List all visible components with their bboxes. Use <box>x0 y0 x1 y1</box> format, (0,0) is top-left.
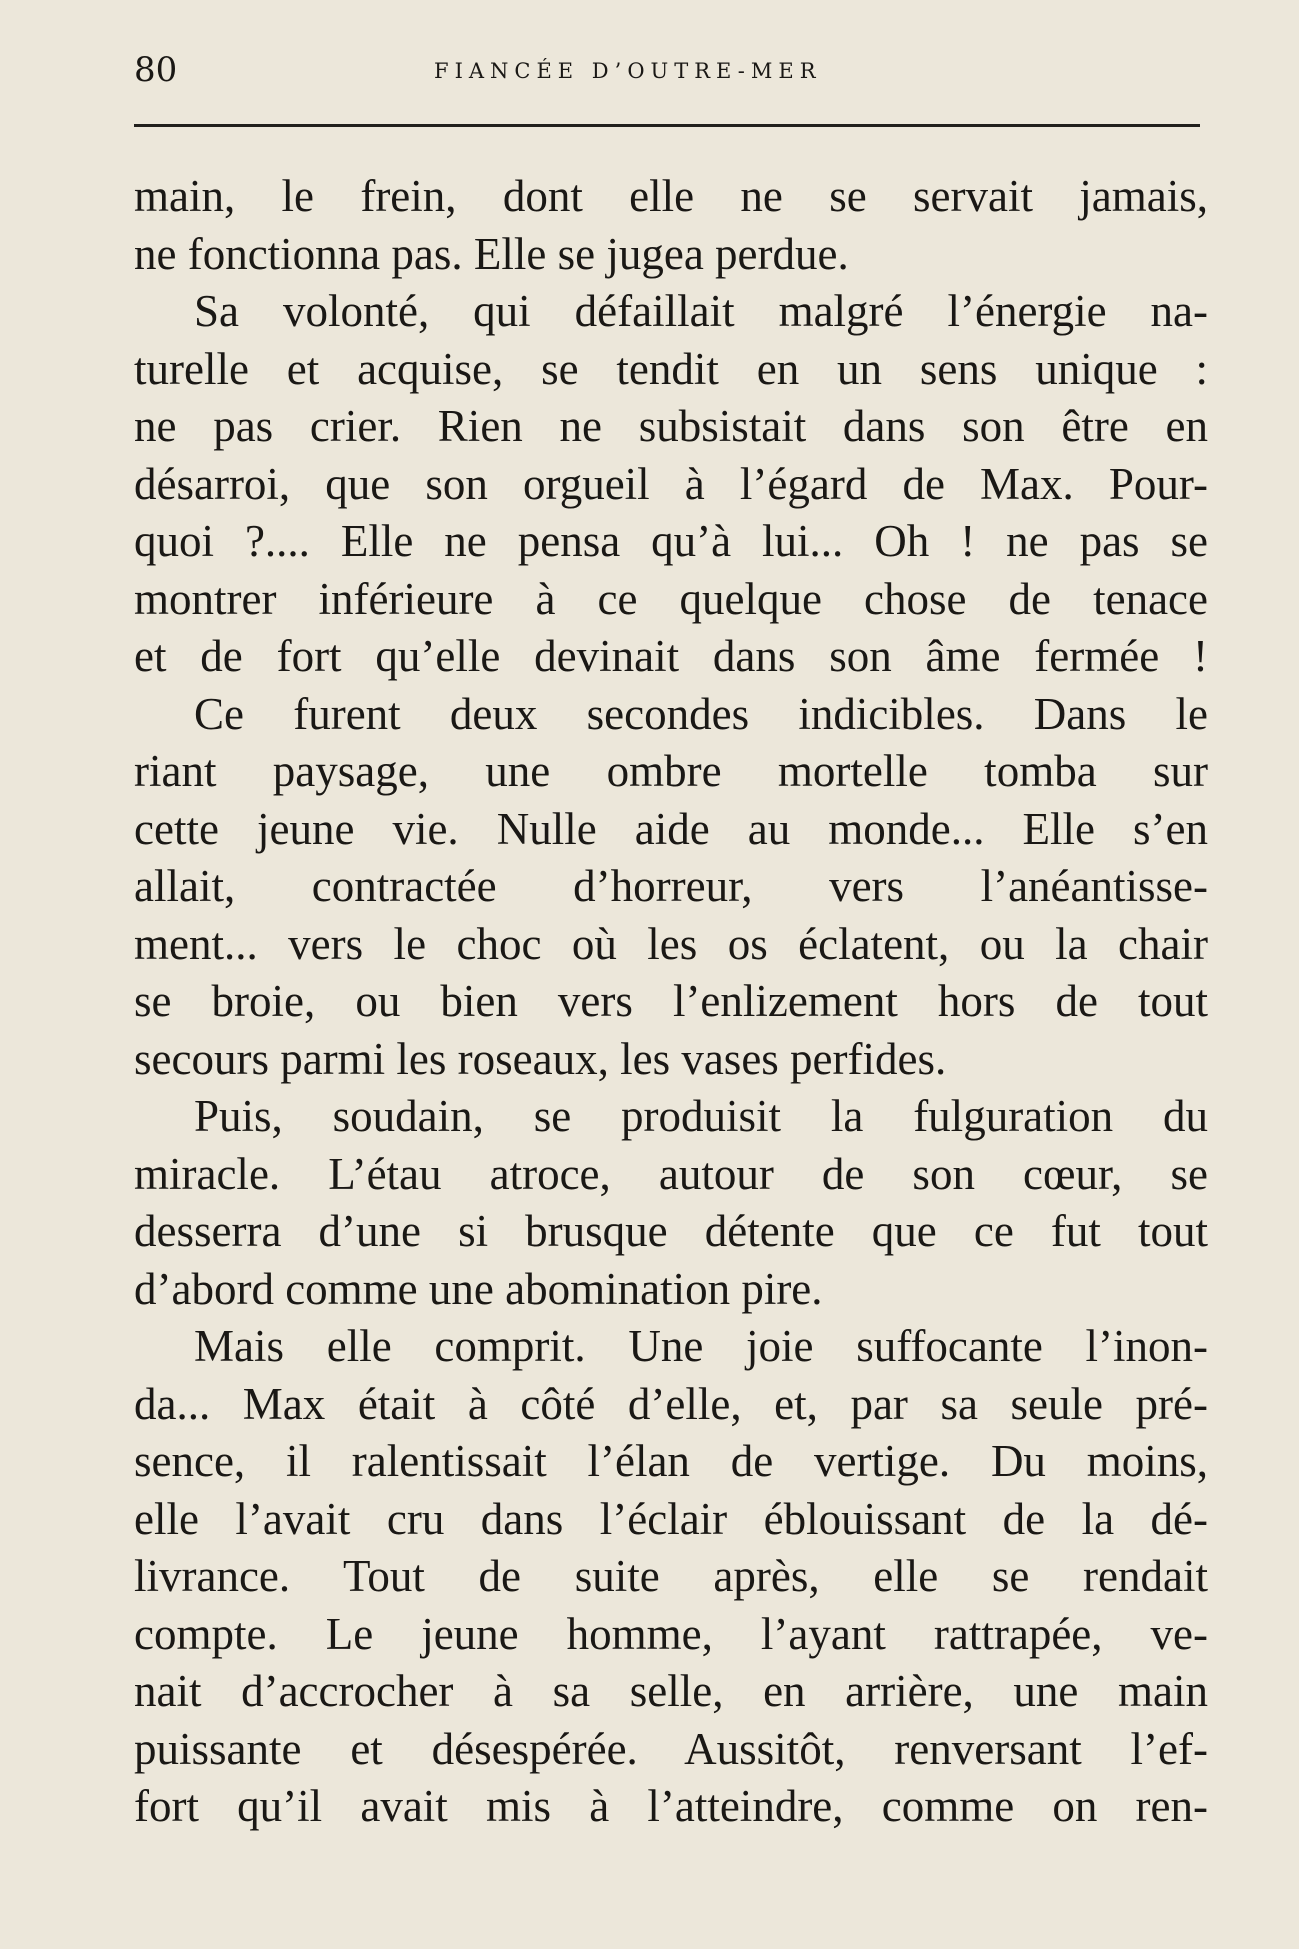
text-line: désarroi, que son orgueil à l’égard de Max. Pour- <box>134 458 1208 509</box>
page-number: 80 <box>134 50 178 90</box>
running-title: FIANCÉE D’OUTRE-MER <box>434 59 822 83</box>
text-line: miracle. L’étau atroce, autour de son cœur, se <box>134 1148 1208 1199</box>
text-line: puissante et désespérée. Aussitôt, renversant l’ef- <box>134 1723 1208 1774</box>
text-line: ne pas crier. Rien ne subsistait dans son être en <box>134 401 1208 451</box>
text-line: turelle et acquise, se tendit en un sens unique : <box>134 343 1208 394</box>
text-line: riant paysage, une ombre mortelle tomba sur <box>134 746 1208 796</box>
text-line: compte. Le jeune homme, l’ayant rattrapée, ve- <box>134 1608 1208 1659</box>
text-line: secours parmi les roseaux, les vases perfides. <box>134 1033 947 1084</box>
text-line: livrance. Tout de suite après, elle se rendait <box>134 1551 1208 1601</box>
text-line: montrer inférieure à ce quelque chose de tenace <box>134 573 1208 624</box>
text-line: fort qu’il avait mis à l’atteindre, comme on ren- <box>134 1781 1208 1831</box>
text-line: Mais elle comprit. Une joie suffocante l’inon- <box>194 1321 1208 1371</box>
body-text <box>134 168 1208 1836</box>
text-line: main, le frein, dont elle ne se servait jamais, <box>134 171 1208 221</box>
page-header <box>134 50 1200 100</box>
text-line: Puis, soudain, se produisit la fulguration du <box>194 1091 1208 1141</box>
text-line: sence, il ralentissait l’élan de vertige. Du moins, <box>134 1436 1208 1486</box>
text-line: da... Max était à côté d’elle, et, par sa seule pré- <box>134 1378 1208 1429</box>
text-line: nait d’accrocher à sa selle, en arrière, une main <box>134 1666 1208 1716</box>
text-line: allait, contractée d’horreur, vers l’anéantisse- <box>134 861 1208 911</box>
text-line: ment... vers le choc où les os éclatent, ou la chair <box>134 918 1208 969</box>
text-line: desserra d’une si brusque détente que ce fut tout <box>134 1206 1208 1256</box>
text-line: Sa volonté, qui défaillait malgré l’énergie na- <box>194 286 1208 336</box>
text-line: Ce furent deux secondes indicibles. Dans le <box>194 688 1208 739</box>
header-rule <box>134 124 1200 127</box>
text-line: et de fort qu’elle devinait dans son âme fermée ! <box>134 631 1208 681</box>
text-line: d’abord comme une abomination pire. <box>134 1263 823 1314</box>
text-line: ne fonctionna pas. Elle se jugea perdue. <box>134 228 849 279</box>
text-line: quoi ?.... Elle ne pensa qu’à lui... Oh ! ne pas se <box>134 516 1208 566</box>
text-line: cette jeune vie. Nulle aide au monde... Elle s’en <box>134 803 1208 854</box>
text-line: se broie, ou bien vers l’enlizement hors de tout <box>134 976 1208 1026</box>
text-line: elle l’avait cru dans l’éclair éblouissant de la dé- <box>134 1493 1208 1544</box>
